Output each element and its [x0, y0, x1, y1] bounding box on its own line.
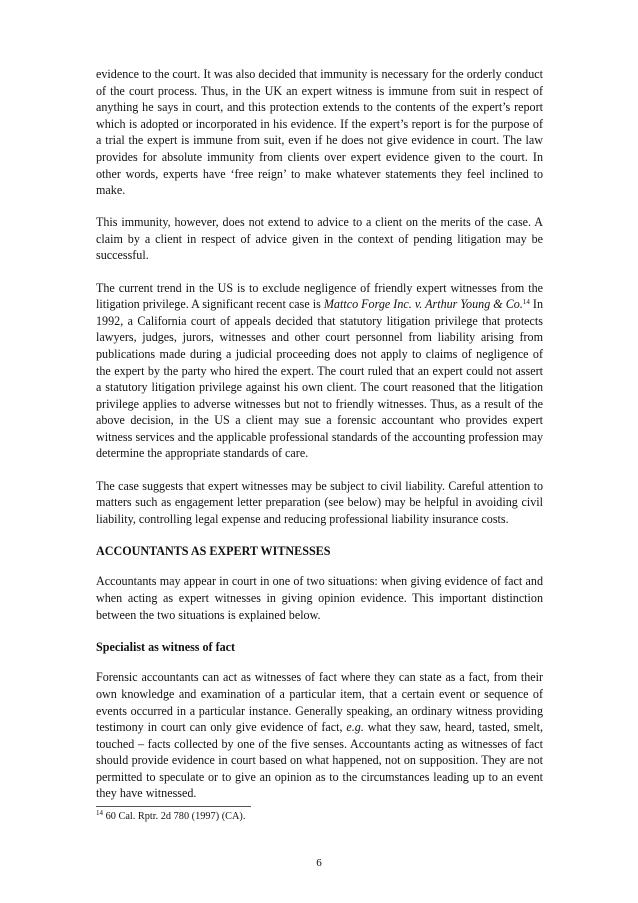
- footnote: [96, 810, 245, 823]
- footnote-ref[interactable]: 14: [522, 298, 530, 307]
- eg-abbrev: e.g.: [346, 720, 364, 735]
- us-trend-text-a: The current trend in the US is to exclude negligence of friendly expert witnesses from the litigation privilege. A significant recent case is: [96, 280, 543, 312]
- section-heading-expert-witnesses: ACCOUNTANTS AS EXPERT WITNESSES: [96, 543, 331, 558]
- case-citation: Mattco Forge Inc. v. Arthur Young & Co.: [323, 297, 523, 312]
- footnote-text: 60 Cal. Rptr. 2d 780 (1997) (CA).: [103, 811, 246, 822]
- footnote-number: 14: [96, 809, 103, 817]
- paragraph-immunity-limits: This immunity, however, does not extend to advice to a client on the merits of the case. A claim by a client in respect of advice given in the context of pending litigation may be successful.: [96, 215, 543, 263]
- subsection-heading-witness-of-fact: Specialist as witness of fact: [96, 639, 236, 654]
- paragraph-two-situations: Accountants may appear in court in one of two situations: when giving evidence of fact and when acting as expert witnesses in giving opinion evidence. This important distinction between the two situations is explained below.: [96, 574, 543, 622]
- page-body: [96, 66, 543, 802]
- us-trend-text-b: In 1992, a California court of appeals decided that statutory litigation privilege that protects lawyers, judges, jurors, witnesses and other court personnel from liability arising from publications made during a judicial proceeding does not apply to claims of negligence of the expert by the party who hired the expert. The court ruled that an expert could not assert a statutory litigation privilege against his own client. The court reasoned that the litigation privilege applies to adverse witnesses but not to friendly witnesses. Thus, as a result of the above decision, in the US a client may sue a forensic accountant who provides expert witness services and the applicable professional standards of the accounting profession may determine the appropriate standards of care.: [96, 297, 543, 461]
- witness-fact-text-b: what they saw, heard, tasted, smelt, touched – facts collected by one of the five senses. Accountants acting as witnesses of fact should provide evidence in court based on what happened, not on supposition. They are not permitted to speculate or to give an opinion as to the circumstances leading up to an event they have witnessed.: [96, 720, 543, 801]
- page-number: 6: [316, 857, 322, 869]
- paragraph-civil-liability: The case suggests that expert witnesses may be subject to civil liability. Careful attention to matters such as engagement letter preparation (see below) may be helpful in avoiding civil liability, controlling legal expense and reducing professional liability insurance costs.: [96, 478, 543, 526]
- witness-fact-text-a: Forensic accountants can act as witnesses of fact where they can state as a fact, from their own knowledge and examination of a particular item, that a certain event or sequence of events occurred in a particular instance. Generally speaking, an ordinary witness providing testimony in court can only give evidence of fact,: [96, 670, 543, 735]
- footnote-divider: [96, 806, 251, 807]
- paragraph-immunity-uk: evidence to the court. It was also decided that immunity is necessary for the orderly conduct of the court process. Thus, in the UK an expert witness is immune from suit in respect of anything he says in court, and this protection extends to the contents of the expert’s report which is adopted or incorporated in his evidence. If the expert’s report is for the purpose of a trial the expert is immune from suit, even if he does not give evidence in court. The law provides for absolute immunity from clients over expert evidence given to the court. In other words, experts have ‘free reign’ to make whatever statements they feel inclined to make.: [96, 67, 543, 198]
- paragraph-us-trend: [96, 280, 543, 463]
- paragraph-witness-of-fact: [96, 669, 543, 802]
